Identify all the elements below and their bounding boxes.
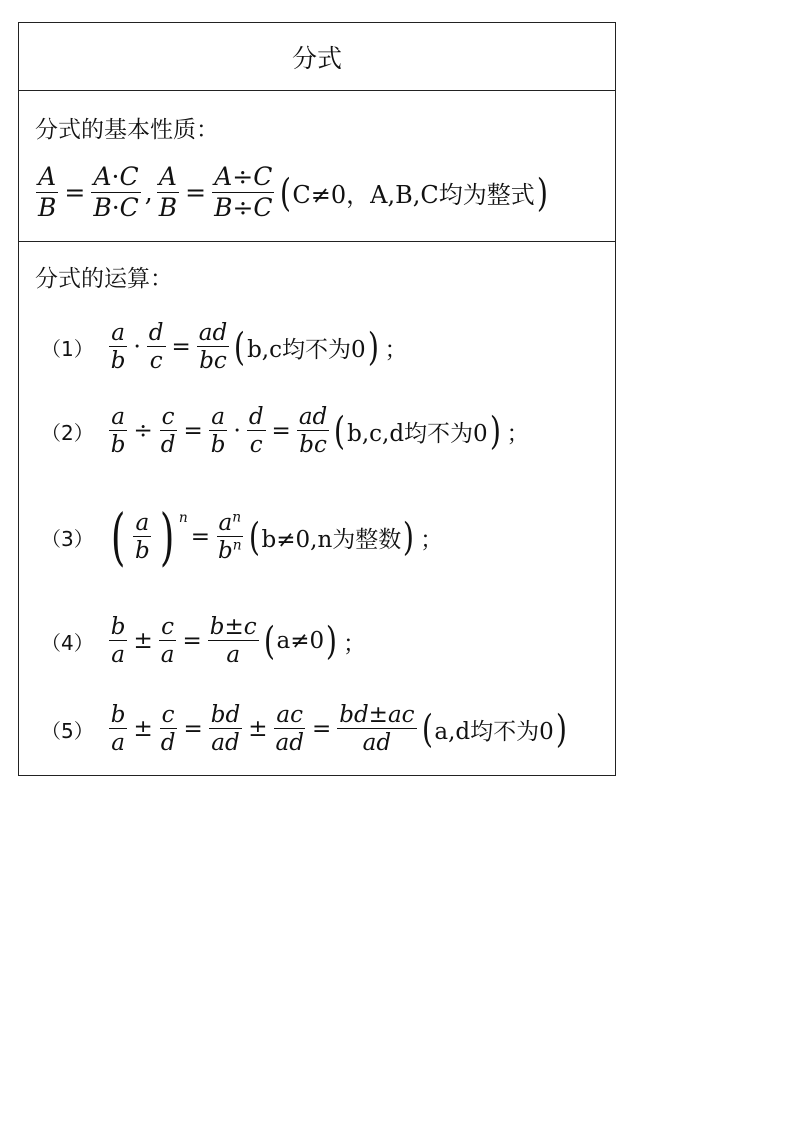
basic-property-condition: C≠0，A,B,C均为整式 <box>292 181 535 210</box>
operation-3-condition: b≠0,n为整数 <box>261 526 402 553</box>
operation-5-condition: a,d均不为0 <box>434 718 554 745</box>
operation-4-condition: a≠0 <box>276 628 325 655</box>
operation-2: （2） $\frac{a}{b}$ ÷ $\frac{c}{d}$ = $\frac{a}{b}$ · $\frac{d}{c}$ = $\frac{ad}{bc}$ ( b,c,d均不为0 ) ； <box>41 404 530 459</box>
operation-3: （3） ( $\frac{a}{b}$ ) $^n$ = $\frac{a^n}{b^n}$ ( b≠0,n为整数 ) ； <box>41 500 444 573</box>
operation-1-label: （1） <box>41 336 94 361</box>
operation-1: （1） $\frac{a}{b}$ · $\frac{d}{c}$ = $\frac{ad}{bc}$ ( b,c均不为0 ) ； <box>41 320 408 375</box>
operation-1-condition: b,c均不为0 <box>247 336 366 363</box>
operation-4-label: （4） <box>41 630 94 655</box>
fraction-ac-bc: $\frac{A\cdot C}{B\cdot C}$ <box>93 162 139 222</box>
operation-3-label: （3） <box>41 526 94 551</box>
fraction-a-b: $\frac{A}{B}$ <box>38 162 57 222</box>
basic-property-formula: $\frac{A}{B}$ = $\frac{A\cdot C}{B\cdot C}$ , $\frac{A}{B}$ = $\frac{A\div C}{B\div C}$ ( C≠0，A,B,C均为整式 ) <box>38 162 548 222</box>
operation-2-label: （2） <box>41 420 94 445</box>
table-title <box>19 23 615 91</box>
basic-property-heading: 分式的基本性质： <box>35 117 219 143</box>
operation-2-condition: b,c,d均不为0 <box>347 420 488 447</box>
fraction-a-b-2: $\frac{A}{B}$ <box>158 162 178 222</box>
operation-5-label: （5） <box>41 718 94 743</box>
basic-property-section <box>19 91 615 242</box>
operation-4: （4） $\frac{b}{a}$ ± $\frac{c}{a}$ = $\frac{b\pm c}{a}$ ( a≠0 ) ； <box>41 614 366 669</box>
operations-heading: 分式的运算： <box>35 266 173 292</box>
formula-table <box>18 22 616 776</box>
operation-5: （5） $\frac{b}{a}$ ± $\frac{c}{d}$ = $\frac{bd}{ad}$ ± $\frac{ac}{ad}$ = $\frac{bd\pm ac}{ad}$ ( a,d均不为0 ) <box>41 702 567 757</box>
title-text: 分式 <box>291 43 342 73</box>
fraction-a-div-c: $\frac{A\div C}{B\div C}$ <box>214 162 273 222</box>
